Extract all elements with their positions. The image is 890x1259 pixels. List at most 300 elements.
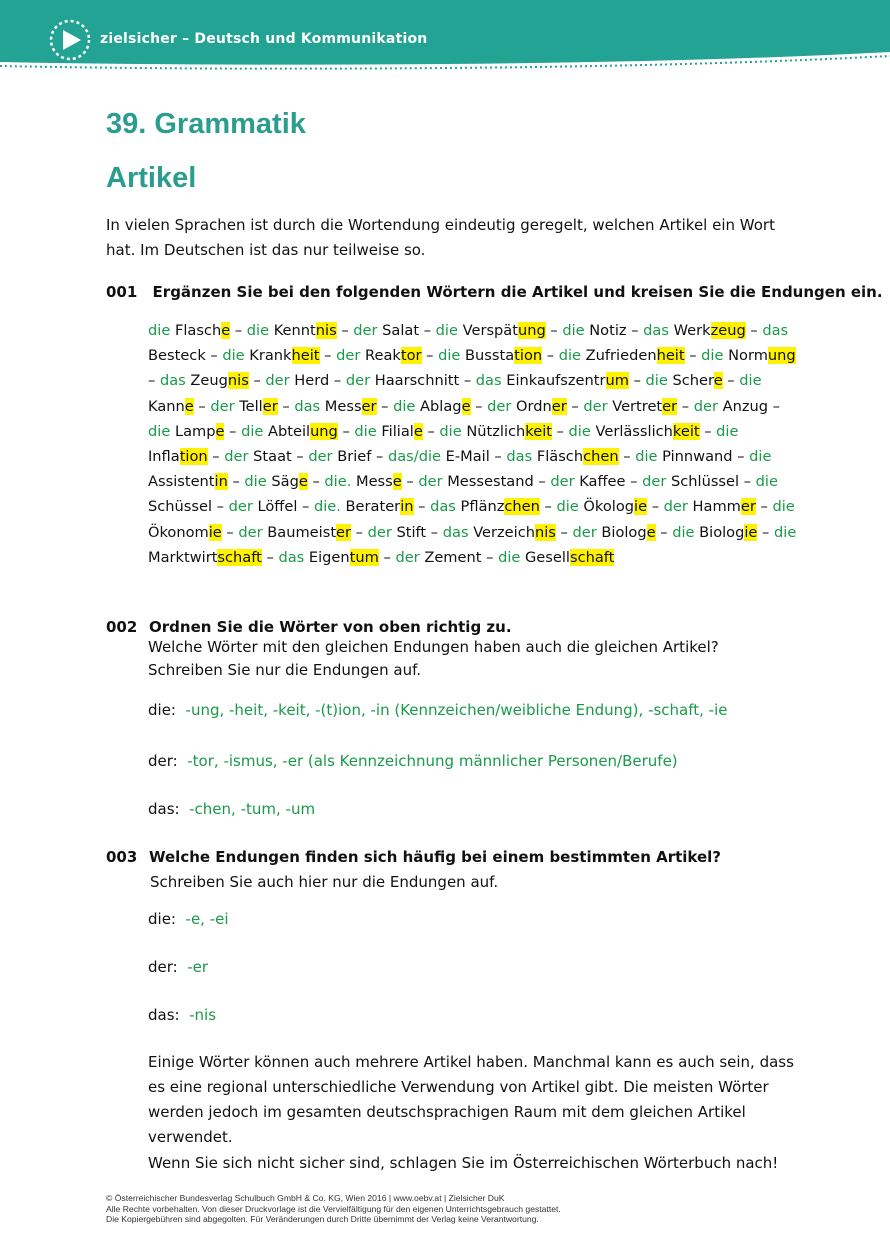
separator: – xyxy=(378,548,396,566)
word-ending: e xyxy=(713,372,723,390)
word-stem: Ökolog xyxy=(583,498,635,516)
separator: – xyxy=(148,372,160,390)
article: das xyxy=(278,548,309,566)
task2-text: Welche Wörter mit den gleichen Endungen haben auch die gleichen Artikel? Schreiben Sie nur die Endungen auf. xyxy=(148,638,719,679)
word-ending: heit xyxy=(656,347,685,365)
task3-das-row xyxy=(148,1003,216,1028)
word-stem: Besteck xyxy=(148,347,206,365)
word-stem: Zufrieden xyxy=(585,347,657,365)
word-ending: tum xyxy=(349,548,379,566)
word-stem: Stift xyxy=(396,523,427,541)
label-der: der: xyxy=(148,752,178,770)
word-ending: e xyxy=(215,422,225,440)
separator: – xyxy=(470,397,488,415)
article: das xyxy=(442,523,474,541)
article: das xyxy=(294,397,325,415)
label-die: die: xyxy=(148,910,176,928)
separator: – xyxy=(545,322,563,339)
separator: – xyxy=(647,498,664,516)
word-stem: Zeug xyxy=(190,372,228,390)
task1-instruction: Ergänzen Sie bei den folgenden Wörtern die Artikel und kreisen Sie die Endungen ein. xyxy=(152,283,883,301)
word-ending: keit xyxy=(672,422,700,440)
task1-number: 001 xyxy=(106,283,138,301)
word-item xyxy=(672,524,774,541)
word-stem: E-Mail xyxy=(445,448,490,466)
separator: – xyxy=(336,322,354,339)
task2-die-row xyxy=(148,698,727,723)
article: die xyxy=(393,397,421,415)
word-ending: er xyxy=(551,397,567,415)
word-item xyxy=(418,473,550,490)
article: der xyxy=(367,523,397,541)
separator: – xyxy=(307,473,325,491)
word-item xyxy=(443,524,573,541)
task2-instruction: Ordnen Sie die Wörter von oben richtig zu. xyxy=(149,618,512,636)
answer-der: -tor, -ismus, -er (als Kennzeichnung männlicher Personen/Berufe) xyxy=(187,752,678,770)
separator: – xyxy=(551,422,569,440)
word-item xyxy=(353,322,435,339)
word-item xyxy=(354,423,439,440)
word-item xyxy=(436,322,563,339)
article: die xyxy=(438,347,466,365)
word-stem: Assistent xyxy=(148,473,215,491)
word-ending: ie xyxy=(208,523,222,541)
word-stem: Biolog xyxy=(699,523,745,541)
article: der xyxy=(308,448,338,466)
word-ending: er xyxy=(336,523,352,541)
separator: – xyxy=(732,448,750,466)
separator: – xyxy=(626,322,644,339)
word-item xyxy=(346,372,476,389)
word-stem: Kann xyxy=(148,397,185,415)
separator: – xyxy=(205,347,223,365)
article: die xyxy=(435,322,463,339)
word-stem: Biolog xyxy=(601,523,647,541)
answer-der: -er xyxy=(187,958,209,976)
separator: – xyxy=(297,498,314,516)
word-stem: Ökonom xyxy=(148,523,209,541)
article: die xyxy=(241,422,268,440)
word-item xyxy=(265,372,345,389)
word-ending: er xyxy=(262,397,278,415)
word-ending: e xyxy=(184,397,194,415)
article: der xyxy=(583,397,613,415)
word-stem: Mess xyxy=(355,473,393,491)
article: der xyxy=(642,473,671,491)
article: die xyxy=(716,422,739,440)
page-header xyxy=(0,0,890,72)
separator: – xyxy=(539,498,557,516)
word-item xyxy=(244,473,324,490)
word-ending: e xyxy=(392,473,402,491)
separator: – xyxy=(745,322,763,339)
word-ending: er xyxy=(662,397,678,415)
article: die xyxy=(672,523,700,541)
article: der xyxy=(663,498,693,516)
separator: – xyxy=(481,548,499,566)
closing-hint: Wenn Sie sich nicht sicher sind, schlagen Sie im Österreichischen Wörterbuch nach! xyxy=(148,1154,779,1172)
separator: – xyxy=(625,473,643,491)
word-ending: nis xyxy=(227,372,249,390)
answer-das: -nis xyxy=(189,1006,217,1024)
word-item xyxy=(308,448,388,465)
word-stem: Verspät xyxy=(462,322,518,339)
article: die xyxy=(354,422,382,440)
word-stem: Pflänz xyxy=(460,498,505,516)
article: der xyxy=(418,473,448,491)
word-item xyxy=(160,372,265,389)
separator: – xyxy=(248,372,266,390)
separator: – xyxy=(351,523,363,541)
word-ending: nis xyxy=(315,322,337,339)
footer xyxy=(106,1193,561,1225)
word-item xyxy=(210,398,294,415)
word-item xyxy=(635,448,749,465)
word-item xyxy=(506,448,635,465)
word-ending: heit xyxy=(291,347,320,365)
footer-line: © Österreichischer Bundesverlag Schulbuch GmbH & Co. KG, Wien 2016 | www.oebv.at | Zielsicher DuK xyxy=(106,1193,505,1203)
article: die xyxy=(222,347,250,365)
task3-text: Schreiben Sie auch hier nur die Endungen auf. xyxy=(150,873,499,891)
page-title: 39. Grammatik xyxy=(106,108,306,140)
word-ending: chen xyxy=(583,448,619,466)
article: die xyxy=(148,322,175,339)
word-stem: Salat xyxy=(382,322,420,339)
word-item xyxy=(498,549,614,566)
footer-line: Die Kopiergebühren sind abgegolten. Für Veränderungen durch Dritte übernimmt der Verlag keine Verantwortung. xyxy=(106,1214,539,1224)
word-stem: Notiz xyxy=(589,322,627,339)
word-stem: Einkaufszentr xyxy=(506,372,606,390)
article: das xyxy=(506,448,537,466)
separator: – xyxy=(337,422,355,440)
word-item xyxy=(559,347,701,364)
word-stem: Tell xyxy=(239,397,263,415)
footer-line: Alle Rechte vorbehalten. Von dieser Druckvorlage ist die Vervielfältigung für den eigenen Unterrichtsgebrauch gestattet. xyxy=(106,1203,561,1214)
word-ending: ung xyxy=(767,347,796,365)
article: das xyxy=(430,498,461,516)
task3-instruction: Welche Endungen finden sich häufig bei einem bestimmten Artikel? xyxy=(149,848,722,866)
separator: – xyxy=(699,422,717,440)
article: das xyxy=(762,322,789,339)
article: die xyxy=(739,372,762,390)
word-stem: Mess xyxy=(324,397,362,415)
word-item xyxy=(148,423,236,440)
word-stem: Flasch xyxy=(174,322,222,339)
word-item xyxy=(238,524,363,541)
word-stem: Bussta xyxy=(465,347,515,365)
separator: – xyxy=(193,397,206,415)
article: der xyxy=(395,548,425,566)
word-ending: chen xyxy=(504,498,540,516)
word-item xyxy=(439,423,568,440)
separator: – xyxy=(319,347,337,365)
word-ending: ie xyxy=(744,523,758,541)
word-stem: Filial xyxy=(381,422,414,440)
word-item xyxy=(643,322,762,339)
separator: – xyxy=(684,347,702,365)
word-stem: Brief xyxy=(337,448,372,466)
word-item xyxy=(368,524,443,541)
answer-die: -ung, -heit, -keit, -(t)ion, -in (Kennzeichen/weibliche Endung), -schaft, -ie xyxy=(185,701,728,719)
word-stem: Krank xyxy=(249,347,292,365)
article: das/die xyxy=(387,448,446,466)
article: die. xyxy=(324,473,356,491)
word-item xyxy=(148,322,247,339)
separator: – xyxy=(542,347,559,365)
word-stem: Reak xyxy=(365,347,401,365)
word-ending: e xyxy=(221,322,231,339)
word-ending: schaft xyxy=(569,548,615,566)
separator: – xyxy=(413,498,431,516)
separator: – xyxy=(421,347,439,365)
article: der xyxy=(238,523,268,541)
word-stem: Verlässlich xyxy=(595,422,673,440)
word-stem: Eigen xyxy=(308,548,350,566)
brand-title: zielsicher – Deutsch und Kommunikation xyxy=(100,31,428,47)
separator: – xyxy=(755,498,773,516)
separator: – xyxy=(221,523,239,541)
article: die xyxy=(772,498,795,516)
word-stem: Anzug xyxy=(722,397,769,415)
word-ending: um xyxy=(605,372,629,390)
word-stem: Löffel xyxy=(257,498,298,516)
article: die xyxy=(568,422,596,440)
separator: – xyxy=(277,397,295,415)
word-stem: Ablag xyxy=(420,397,462,415)
separator: – xyxy=(768,397,780,415)
article: die xyxy=(244,473,272,491)
article: der xyxy=(336,347,365,365)
task3-number: 003 xyxy=(106,848,138,866)
word-item xyxy=(583,398,693,415)
task3-der-row xyxy=(148,955,208,980)
word-ending: tion xyxy=(179,448,208,466)
word-stem: Infla xyxy=(148,448,180,466)
word-item xyxy=(222,347,336,364)
word-item xyxy=(438,347,559,364)
word-stem: Herd xyxy=(294,372,330,390)
article: die xyxy=(749,448,772,466)
article: der xyxy=(353,322,383,339)
article: die xyxy=(562,322,590,339)
task2-das-row xyxy=(148,797,315,822)
closing-text: Einige Wörter können auch mehrere Artikel haben. Manchmal kann es auch sein, dass es eine regional unterschiedliche Verwendung von Artikel gibt. Die meisten Wörter werden jedoch im gesamten deutschsprachigen Raum mit dem gleichen Artikel verwendet. xyxy=(148,1053,794,1146)
separator: – xyxy=(677,397,694,415)
separator: – xyxy=(618,448,636,466)
article: der xyxy=(693,397,723,415)
word-stem: Säg xyxy=(271,473,299,491)
separator: – xyxy=(489,448,507,466)
task1-heading xyxy=(106,283,883,301)
answer-das: -chen, -tum, -um xyxy=(189,800,316,818)
separator: – xyxy=(426,523,443,541)
word-item xyxy=(247,322,353,339)
word-stem: Baumeist xyxy=(267,523,337,541)
label-das: das: xyxy=(148,1006,180,1024)
separator: – xyxy=(291,448,304,466)
word-stem: Abteil xyxy=(268,422,311,440)
article: der xyxy=(487,397,517,415)
article: der xyxy=(345,372,375,390)
word-stem: Kennt xyxy=(273,322,316,339)
word-item xyxy=(241,423,354,440)
page-subtitle: Artikel xyxy=(106,162,197,194)
word-stem: Marktwirt xyxy=(148,548,218,566)
separator: – xyxy=(329,372,346,390)
article: der xyxy=(550,473,580,491)
word-item xyxy=(224,448,303,465)
article: die xyxy=(755,473,778,491)
word-stem: Staat xyxy=(253,448,292,466)
word-ending: ung xyxy=(310,422,338,440)
separator: – xyxy=(422,422,440,440)
separator: – xyxy=(722,372,740,390)
article: der xyxy=(228,498,258,516)
word-stem: Lamp xyxy=(174,422,216,440)
separator: – xyxy=(459,372,476,390)
separator: – xyxy=(555,523,573,541)
word-item xyxy=(278,549,395,566)
word-item xyxy=(664,498,773,515)
word-stem: Norm xyxy=(728,347,768,365)
word-ending: e xyxy=(413,422,423,440)
word-ending: e xyxy=(461,397,471,415)
separator: – xyxy=(224,422,237,440)
article: die. xyxy=(313,498,346,516)
task2-number: 002 xyxy=(106,618,138,636)
separator: – xyxy=(566,397,584,415)
word-stem: Fläsch xyxy=(536,448,584,466)
article: die xyxy=(645,372,673,390)
word-ending: ung xyxy=(517,322,546,339)
word-item xyxy=(487,398,583,415)
word-stem: Schüssel xyxy=(148,498,213,516)
word-item xyxy=(694,398,780,415)
separator: – xyxy=(371,448,388,466)
word-stem: Berater xyxy=(345,498,401,516)
word-item xyxy=(395,549,498,566)
task2-heading xyxy=(106,618,512,636)
separator: – xyxy=(628,372,646,390)
word-item xyxy=(314,498,430,515)
separator: – xyxy=(533,473,551,491)
word-item xyxy=(556,498,663,515)
word-ending: tor xyxy=(400,347,422,365)
word-ending: nis xyxy=(534,523,556,541)
word-item xyxy=(569,423,717,440)
word-stem: Messestand xyxy=(447,473,534,491)
word-stem: Vertret xyxy=(612,397,663,415)
word-stem: Ordn xyxy=(516,397,552,415)
separator: – xyxy=(230,322,247,339)
separator: – xyxy=(655,523,673,541)
article: der xyxy=(265,372,295,390)
word-item xyxy=(229,498,314,515)
intro-text: In vielen Sprachen ist durch die Wortendung eindeutig geregelt, welchen Artikel ein Wort hat. Im Deutschen ist das nur teilweise so. xyxy=(106,216,775,259)
word-ending: keit xyxy=(525,422,552,440)
separator: – xyxy=(757,523,774,541)
label-die: die: xyxy=(148,701,176,719)
word-item xyxy=(324,473,418,490)
word-ending: tion xyxy=(514,347,543,365)
separator: – xyxy=(227,473,245,491)
word-ending: in xyxy=(214,473,228,491)
word-stem: Verzeich xyxy=(473,523,535,541)
word-ending: e xyxy=(298,473,308,491)
word-stem: Nützlich xyxy=(466,422,526,440)
article: die xyxy=(635,448,663,466)
article: die xyxy=(556,498,584,516)
article: das xyxy=(475,372,507,390)
word-ending: zeug xyxy=(710,322,746,339)
label-der: der: xyxy=(148,958,178,976)
answer-die: -e, -ei xyxy=(185,910,229,928)
article: die xyxy=(439,422,467,440)
article: der xyxy=(572,523,602,541)
article: das xyxy=(643,322,674,339)
word-stem: Hamm xyxy=(692,498,741,516)
word-ending: in xyxy=(400,498,414,516)
word-ending: er xyxy=(740,498,756,516)
word-ending: schaft xyxy=(217,548,262,566)
separator: – xyxy=(376,397,394,415)
article: die xyxy=(148,422,175,440)
word-item xyxy=(430,498,556,515)
label-das: das: xyxy=(148,800,180,818)
task3-heading xyxy=(106,848,722,866)
word-stem: Gesell xyxy=(525,548,570,566)
word-item xyxy=(294,398,393,415)
article: die xyxy=(498,548,525,566)
word-stem: Pinnwand xyxy=(662,448,733,466)
word-ending: e xyxy=(646,523,656,541)
word-list xyxy=(148,318,798,570)
task2-der-row xyxy=(148,749,678,774)
word-item xyxy=(393,398,487,415)
word-stem: Scher xyxy=(672,372,714,390)
separator: – xyxy=(401,473,419,491)
separator: – xyxy=(207,448,225,466)
word-ending: er xyxy=(361,397,377,415)
article: die xyxy=(558,347,586,365)
word-item xyxy=(642,473,756,490)
word-item xyxy=(646,372,740,389)
separator: – xyxy=(261,548,279,566)
article: der xyxy=(210,397,240,415)
separator: – xyxy=(739,473,756,491)
article: die xyxy=(246,322,274,339)
word-item xyxy=(550,473,642,490)
task3-die-row xyxy=(148,907,229,932)
word-ending: ie xyxy=(634,498,648,516)
word-stem: Haarschnitt xyxy=(374,372,460,390)
word-stem: Werk xyxy=(673,322,711,339)
word-item xyxy=(562,322,643,339)
article: die xyxy=(701,347,729,365)
word-item xyxy=(476,372,646,389)
separator: – xyxy=(419,322,436,339)
word-item xyxy=(336,347,438,364)
article: das xyxy=(159,372,191,390)
article: der xyxy=(224,448,254,466)
article: die xyxy=(774,523,797,541)
word-stem: Schlüssel xyxy=(670,473,740,491)
word-item xyxy=(388,448,506,465)
word-item xyxy=(572,524,672,541)
word-stem: Zement xyxy=(424,548,482,566)
word-stem: Kaffee xyxy=(579,473,626,491)
separator: – xyxy=(212,498,229,516)
